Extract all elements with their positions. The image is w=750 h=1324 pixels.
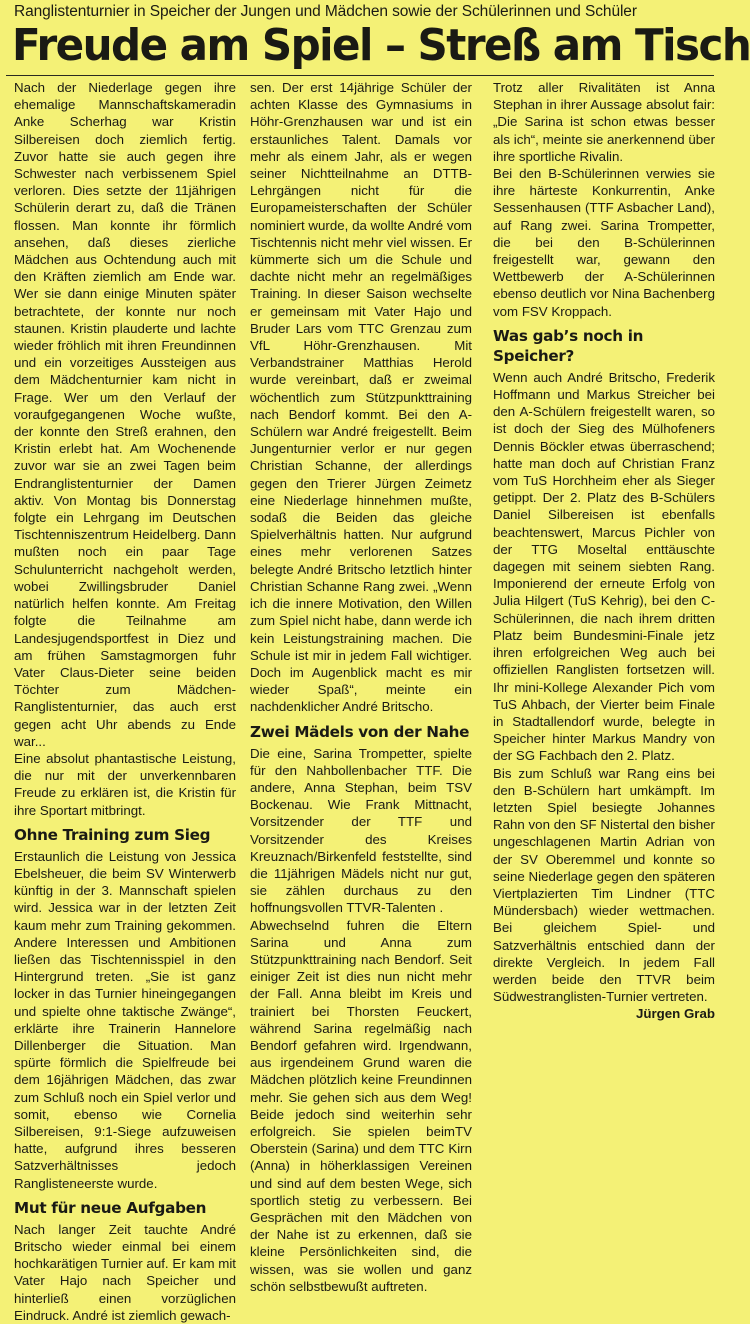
paragraph: Erstaunlich die Leistung von Jessica Ebelsheuer, die beim SV Winterwerb künftig in der 3. Mannschaft spielen wird. Jessica war in der letzten Zeit kaum mehr zum Training gekommen. Andere Interessen und Ambitionen ließen das Tischtennisspiel in den Hintergrund treten. „Sie ist ganz locker in das Turnier hineingegangen und spielte ohne taktische Zwänge“, erklärte ihre Trainerin Hannelore Dillenberger die Situation. Man spürte förmlich die Spielfreude bei dem 16jährigen Mädchen, das zwar zum Schluß noch ein Spiel verlor und somit, ebenso wie Cornelia Silbereisen, 9:1-Siege aufzuweisen hatte, aufgrund ihres besseren Satzverhältnisses jedoch Ranglisteneerste wurde. [14, 848, 236, 1191]
paragraph: Eine absolut phantastische Leistung, die nur mit der unverkennbaren Freude zu erklären ist, die Kristin für ihre Sportart mitbringt. [14, 750, 236, 818]
column-1 [14, 79, 236, 1323]
paragraph: Nach langer Zeit tauchte André Britscho wieder einmal bei einem hochkarätigen Turnier auf. Er kam mit Vater Hajo nach Speicher und hinterließ einen vorzüglichen Eindruck. André ist ziemlich gewach- [14, 1221, 236, 1323]
paragraph: Trotz aller Rivalitäten ist Anna Stephan in ihrer Aussage absolut fair: „Die Sarina ist schon etwas besser als ich“, meinte sie anerkennend über ihre sportliche Rivalin. [493, 80, 715, 164]
kicker-line: Ranglistenturnier in Speicher der Jungen und Mädchen sowie der Schülerinnen und Schüler [14, 3, 637, 20]
headline: Freude am Spiel – Streß am Tisch [12, 20, 750, 71]
paragraph: Bei den B-Schülerinnen verwies sie ihre härteste Konkurrentin, Anke Sessenhausen (TTF Asbacher Land), auf Rang zwei. Sarina Trompetter, die bei den B-Schülerinnen freigestellt war, gewann den Wettbewerb der A-Schülerinnen ebenso deutlich vor Nina Bachenberg vom FSV Kroppach. [493, 166, 715, 319]
paragraph: Die eine, Sarina Trompetter, spielte für den Nahbollenbacher TTF. Die andere, Anna Stephan, beim TSV Bockenau. Wie Frank Mittnacht, Vorsitzender der TTF und Vorsitzender des Kreises Kreuznach/Birkenfeld feststellte, sind die 11jährigen Mädels nicht nur gut, sie zählen durchaus zu den hoffnungsvollen TTVR-Talenten . [250, 745, 472, 916]
paragraph: Bis zum Schluß war Rang eins bei den B-Schülern hart umkämpft. Im letzten Spiel besiegte Johannes Rahn von den SF Nistertal den bisher ungeschlagenen Martin Adrian von der SV Oberemmel und konnte so seine Niederlage gegen den späteren Viertplazierten Tim Lindner (TTC Mündersbach) wieder wettmachen. Bei gleichem Spiel- und Satzverhältnis entschied dann der direkte Vergleich. In jedem Fall werden beide den TTVR beim Südwestranglisten-Turnier vertreten. [493, 765, 715, 1005]
paragraph: sen. Der erst 14jährige Schüler der achten Klasse des Gymnasiums in Höhr-Grenzhausen war und ist ein erstaunliches Talent. Damals vor mehr als einem Jahr, als er wegen seiner Nichtteilnahme an DTTB-Lehrgängen nicht für die Europameisterschaften der Schüler nominiert wurde, da wollte André vom Tischtennis nicht mehr viel wissen. Er kümmerte sich um die Schule und dachte nicht mehr an regelmäßiges Training. In dieser Saison wechselte er gemeinsam mit Vater Hajo und Bruder Lars vom TTC Grenzau zum VfL Höhr-Grenzhausen. Mit Verbandstrainer Matthias Herold wurde vereinbart, daß er zweimal wöchentlich zum Stützpunkttraining nach Bendorf kommt. Bei den A-Schülern war André freigestellt. Beim Jungenturnier verlor er nur gegen Christian Schanne, der allerdings gegen den Trierer Jürgen Zeimetz eine Niederlage hinnehmen mußte, sodaß die Beiden das gleiche Spielverhältnis hatten. Nur aufgrund eines mehr verlorenen Satzes belegte André Britscho letztlich hinter Christian Schanne Rang zwei. „Wenn ich die innere Motivation, den Willen zum Spiel nicht habe, dann werde ich kein Leistungstraining machen. Die Schule ist mir in jedem Fall wichtiger. Doch im Augenblick macht es mir wieder Spaß“, meinte ein nachdenklicher André Britscho. [250, 80, 472, 715]
author-byline: Jürgen Grab [635, 1006, 715, 1022]
subheading: Was gab’s noch in Speicher? [493, 326, 644, 365]
column-2 [250, 79, 472, 1294]
paragraph: Abwechselnd fuhren die Eltern Sarina und Anna zum Stützpunkttraining nach Bendorf. Seit einiger Zeit ist dies nun nicht mehr der Fall. Anna bleibt im Kreis und trainiert bei Thorsten Feuckert, während Sarina regelmäßig nach Bendorf gefahren wird. Irgendwann, aus irgendeinem Grund waren die Mädchen plötzlich keine Freundinnen mehr. Sie gehen sich aus dem Weg! Beide jedoch sind weiterhin sehr erfolgreich. Sie spielen beimTV Oberstein (Sarina) und dem TTC Kirn (Anna) in höherklassigen Vereinen und sind auf dem besten Wege, sich sportlich stetig zu verbessern. Bei Gesprächen mit den Mädchen von der Nahe ist zu erkennen, daß sie kleine Persönlichkeiten sind, die wissen, was sie wollen und ganz schön selbstbewußt auftreten. [250, 917, 472, 1294]
headline-rule [6, 75, 714, 76]
subheading: Ohne Training zum Sieg [14, 825, 211, 844]
paragraph: Nach der Niederlage gegen ihre ehemalige Mannschaftskameradin Anke Scherhag war Kristin Silbereisen doch ziemlich fertig. Zuvor hatte sie auch gegen ihre Schwester nach verbissenem Spiel verloren. Dies setzte der 11jährigen Schülerin derart zu, daß die Tränen flossen. Man konnte ihr förmlich ansehen, daß dieses zierliche Mädchen aus Ochtendung auch mit den Kräften ziemlich am Ende war. Wer sie dann einige Minuten später betrachtete, der konnte nur noch staunen. Kristin plauderte und lachte wieder fröhlich mit ihren Freundinnen und ein vorzeitiges Aussteigen aus dem Mädchenturnier kam nicht in Frage. Wer um den Verlauf der voraufgegangenen Woche wußte, der konnte den Streß erahnen, den Kristin erlebt hat. Am Wochenende zuvor war sie an zwei Tagen beim Endranglistenturnier der Damen aktiv. Von Montag bis Donnerstag folgte ein Lehrgang im Deutschen Tischtenniszentrum Heidelberg. Dann mußten noch ein paar Tage Schulunterricht nachgeholt werden, wobei Zwillingsbruder Daniel natürlich helfen konnte. Am Freitag folgte die Teilnahme am Landesjugendsportfest in Diez und am frühen Samstagmorgen fuhr Vater Claus-Dieter seine beiden Töchter zum Mädchen-Ranglistenturnier, das auch erst gegen acht Uhr abends zu Ende war... [14, 80, 236, 749]
subheading: Zwei Mädels von der Nahe [250, 722, 470, 741]
column-3 [493, 79, 715, 1284]
paragraph: Wenn auch André Britscho, Frederik Hoffmann und Markus Streicher bei den A-Schülern freigestellt waren, so ist doch der Sieg des Mülhofeners Dennis Böckler etwas überraschend; hatte man doch auf Christian Franz vom TuS Horchheim eher als Sieger getippt. Der 2. Platz des B-Schülers Daniel Silbereisen ist ebenfalls beachtenswert, Marcus Pichler von der TTG Moseltal enttäuschte dagegen mit seinem siebten Rang. Imponierend der erneute Erfolg von Julia Hilgert (TuS Kehrig), bei den C-Schülerinnen, die nach ihrem dritten Platz beim Bundesmini-Finale jetz ihren erfolgreichen Weg auch bei offiziellen Ranglisten fortsetzen will. Ihr mini-Kollege Alexander Pich vom TuS Ahbach, der Vierter beim Finale in Stadtallendorf wurde, belegte in Speicher hinter Markus Mandry von der SG Fachbach den 2. Platz. [493, 369, 715, 764]
subheading: Mut für neue Aufgaben [14, 1198, 207, 1217]
